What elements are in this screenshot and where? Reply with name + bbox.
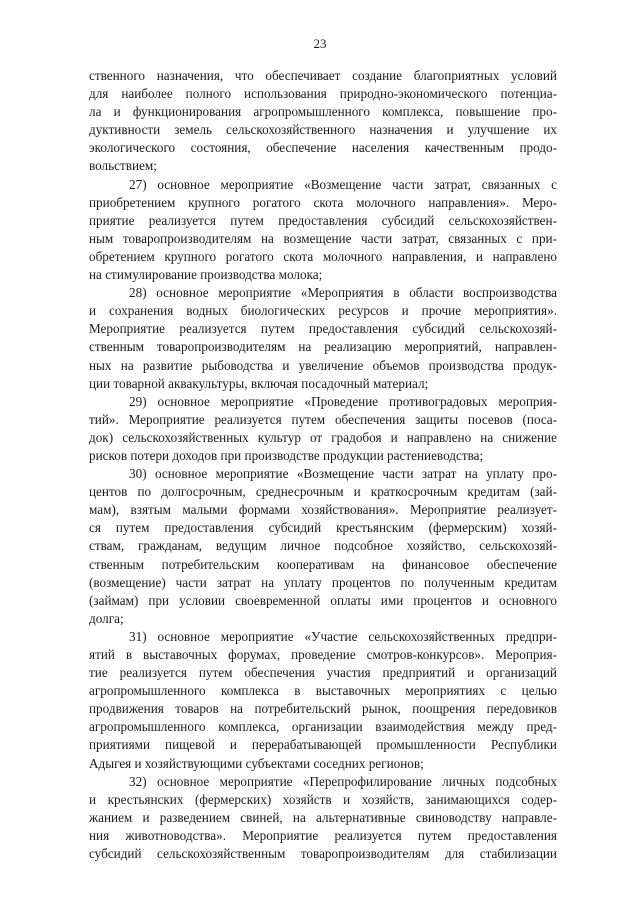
page-number: 23 (313, 36, 327, 51)
text-line: обретением крупного рогатого скота молочного направления, и направлено (89, 248, 557, 264)
text-line: ятий в выставочных форумах, проведение смотров-конкурсов». Мероприя- (89, 647, 557, 662)
text-line: тие реализуется путем обеспечения участия предприятий и организаций (89, 665, 557, 681)
text-line: дуктивности земель сельскохозяйственного назначения и улучшение их (89, 122, 557, 138)
text-line: и крестьянских (фермерских) хозяйств и хозяйств, занимающихся содер- (89, 791, 557, 807)
text-line: приобретением крупного рогатого скота молочного направления». Меро- (89, 194, 557, 210)
text-line: Мероприятие реализуется путем предоставления субсидий сельскохозяй- (89, 321, 557, 337)
text-line: приятие реализуется путем предоставления субсидий сельскохозяйствен- (89, 212, 557, 228)
text-line: ния животноводства». Мероприятие реализуется путем предоставления (89, 827, 557, 843)
text-line: ся путем предоставления субсидий крестьянским (фермерским) хозяй- (89, 520, 557, 536)
text-line: (возмещение) части затрат на уплату процентов по полученным кредитам (89, 574, 557, 590)
text-line: на стимулирование производства молока; (89, 267, 323, 283)
text-line: 32) основное мероприятие «Перепрофилирование личных подсобных (129, 773, 557, 789)
text-line: агропромышленного комплекса в выставочных мероприятиях с целью (89, 683, 557, 699)
text-line: ственным товаропроизводителям на реализацию мероприятий, направлен- (89, 339, 557, 355)
text-line: (займам) при условии своевременной оплаты ими процентов и основного (89, 592, 557, 608)
text-line: тий». Мероприятие реализуется путем обеспечения защиты посевов (посa- (89, 411, 557, 427)
text-line: и сохранения водных биологических ресурсов и прочие мероприятия». (89, 303, 557, 319)
text-line: ствам, гражданам, ведущим личное подсобное хозяйство, сельскохозяй- (89, 538, 557, 554)
text-line: для наиболее полного использования природно-экономического потенциа- (89, 86, 557, 102)
text-line: субсидий сельскохозяйственным товаропроизводителям для стабилизации (89, 846, 557, 862)
text-line: ных на развитие рыбоводства и увеличение объемов производства продук- (89, 357, 557, 373)
text-line: ции товарной аквакультуры, включая посадочный материал; (89, 375, 429, 391)
text-line: долга; (89, 610, 124, 626)
text-line: 31) основное мероприятие «Участие сельскохозяйственных предпри- (129, 628, 557, 644)
text-line: продвижения товаров на потребительский рынок, поощрения передовиков (89, 701, 557, 717)
text-line: ственного назначения, что обеспечивает создание благоприятных условий (89, 68, 557, 83)
text-line: приятиями пищевой и перерабатывающей промышленности Республики (89, 737, 557, 753)
text-line: агропромышленного комплекса, организации взаимодействия между пред- (89, 719, 557, 735)
text-line: жанием и разведением свиней, на альтернативные свиноводству направле- (89, 809, 557, 825)
body-text (89, 67, 557, 863)
text-line: рисков потери доходов при производстве продукции растениеводства; (89, 447, 484, 463)
text-line: ным товаропроизводителям на возмещение части затрат, связанных с при- (89, 230, 557, 246)
text-line: 30) основное мероприятие «Возмещение части затрат на уплату про- (129, 466, 557, 482)
text-line: центов по долгосрочным, среднесрочным и краткосрочным кредитам (зай- (89, 484, 557, 500)
text-line: 27) основное мероприятие «Возмещение части затрат, связанных с (129, 176, 557, 192)
text-line: 29) основное мероприятие «Проведение противоградовых мероприя- (129, 393, 557, 409)
text-line: ственным потребительским кооперативам на финансовое обеспечение (89, 556, 557, 572)
text-line: мам), взятым малыми формами хозяйствования». Мероприятие реализует- (89, 502, 557, 518)
text-line: ла и функционирования агропромышленного комплекса, повышение про- (89, 104, 557, 120)
text-line: док) сельскохозяйственных культур от градобоя и направлено на снижение (89, 429, 557, 445)
text-line: вольствием; (89, 158, 157, 174)
text-line: экологического состояния, обеспечение населения качественным продо- (89, 140, 557, 156)
text-line: 28) основное мероприятие «Мероприятия в области воспроизводства (129, 285, 557, 301)
text-line: Адыгея и хозяйствующими субъектами соседних регионов; (89, 755, 424, 771)
